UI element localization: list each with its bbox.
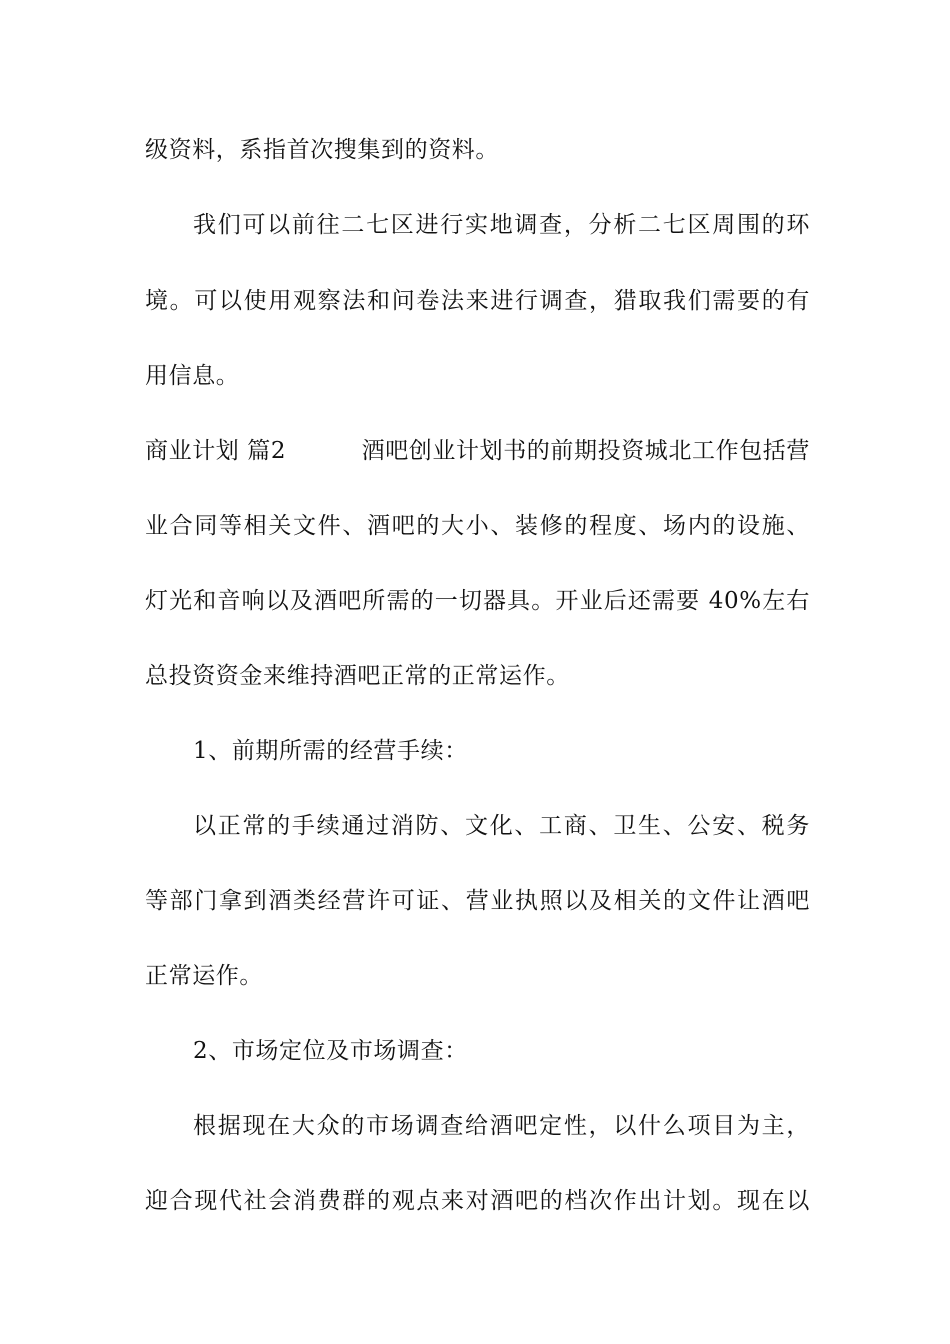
list-heading: 1、前期所需的经营手续： — [193, 738, 468, 764]
paragraph-line: 级资料，系指首次搜集到的资料。 — [145, 137, 499, 163]
paragraph-line: 总投资资金来维持酒吧正常的正常运作。 — [145, 663, 570, 689]
paragraph-line: 正常运作。 — [145, 963, 263, 989]
paragraph-line: 业合同等相关文件、酒吧的大小、装修的程度、场内的设施、 — [145, 513, 810, 539]
paragraph-line: 灯光和音响以及酒吧所需的一切器具。开业后还需要 40%左右 — [145, 588, 810, 614]
paragraph-line: 根据现在大众的市场调查给酒吧定性，以什么项目为主， — [193, 1113, 810, 1139]
section-heading: 商业计划 篇2 — [145, 438, 287, 464]
paragraph-line: 用信息。 — [145, 363, 240, 389]
section-heading-line — [145, 436, 810, 466]
paragraph-line: 以正常的手续通过消防、文化、工商、卫生、公安、税务 — [193, 813, 810, 839]
list-heading: 2、市场定位及市场调查： — [193, 1038, 468, 1064]
paragraph-line: 酒吧创业计划书的前期投资城北工作包括营 — [361, 438, 810, 464]
paragraph-line: 境。可以使用观察法和问卷法来进行调查，猎取我们需要的有 — [145, 288, 810, 314]
paragraph-line: 我们可以前往二七区进行实地调查，分析二七区周围的环 — [193, 212, 810, 238]
paragraph-line: 迎合现代社会消费群的观点来对酒吧的档次作出计划。现在以 — [145, 1188, 810, 1214]
paragraph-line: 等部门拿到酒类经营许可证、营业执照以及相关的文件让酒吧 — [145, 888, 810, 914]
